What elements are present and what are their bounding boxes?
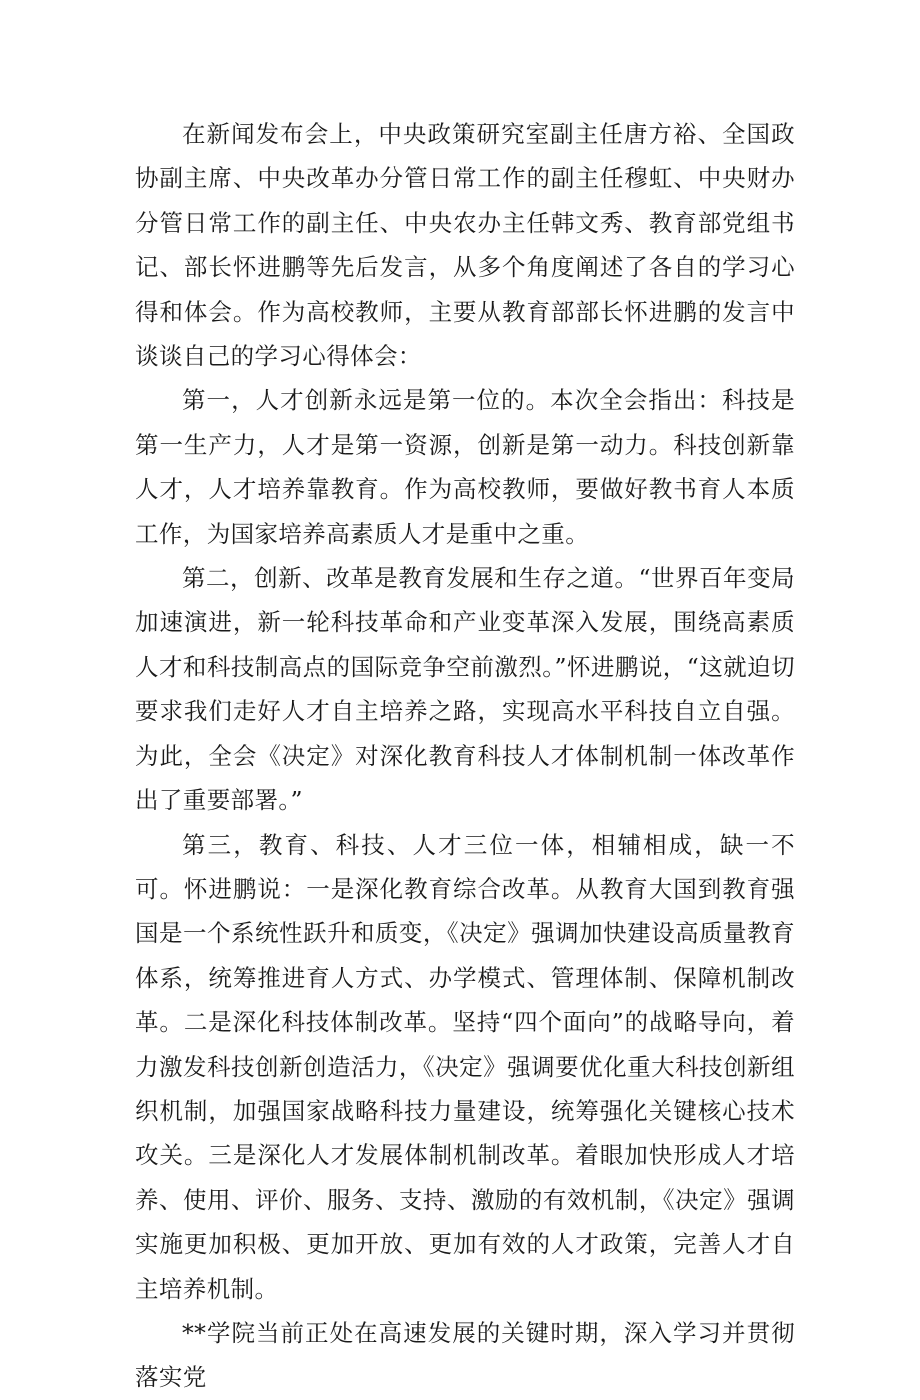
paragraph-point-two: 第二，创新、改革是教育发展和生存之道。“世界百年变局加速演进，新一轮科技革命和产业变革深入发展，围绕高素质人才和科技制高点的国际竞争空前激烈。”怀进鹏说，“这就迫切要求我们走好人才自主培养之路，实现高水平科技自立自强。为此，全会《决定》对深化教育科技人才体制机制一体改革作出了重要部署。” [135, 564, 795, 815]
paragraph-point-three: 第三，教育、科技、人才三位一体，相辅相成，缺一不可。怀进鹏说：一是深化教育综合改革。从教育大国到教育强国是一个系统性跃升和质变，《决定》强调加快建设高质量教育体系，统筹推进育人方式、办学模式、管理体制、保障机制改革。二是深化科技体制改革。坚持“四个面向”的战略导向，着力激发科技创新创造活力，《决定》强调要优化重大科技创新组织机制，加强国家战略科技力量建设，统筹强化关键核心技术攻关。三是深化人才发展体制机制改革。着眼加快形成人才培养、使用、评价、服务、支持、激励的有效机制，《决定》强调实施更加积极、更加开放、更加有效的人才政策，完善人才自主培养机制。 [135, 830, 795, 1303]
paragraph-college: **学院当前正处在高速发展的关键时期，深入学习并贯彻落实党 [135, 1318, 795, 1392]
paragraph-point-one: 第一，人才创新永远是第一位的。本次全会指出：科技是第一生产力，人才是第一资源，创新是第一动力。科技创新靠人才，人才培养靠教育。作为高校教师，要做好教书育人本质工作，为国家培养高素质人才是重中之重。 [135, 386, 795, 548]
paragraph-press-conference: 在新闻发布会上，中央政策研究室副主任唐方裕、全国政协副主席、中央改革办分管日常工作的副主任穆虹、中央财办分管日常工作的副主任、中央农办主任韩文秀、教育部党组书记、部长怀进鹏等先后发言，从多个角度阐述了各自的学习心得和体会。作为高校教师，主要从教育部部长怀进鹏的发言中谈谈自己的学习心得体会： [135, 120, 795, 371]
document-body [135, 112, 795, 1400]
